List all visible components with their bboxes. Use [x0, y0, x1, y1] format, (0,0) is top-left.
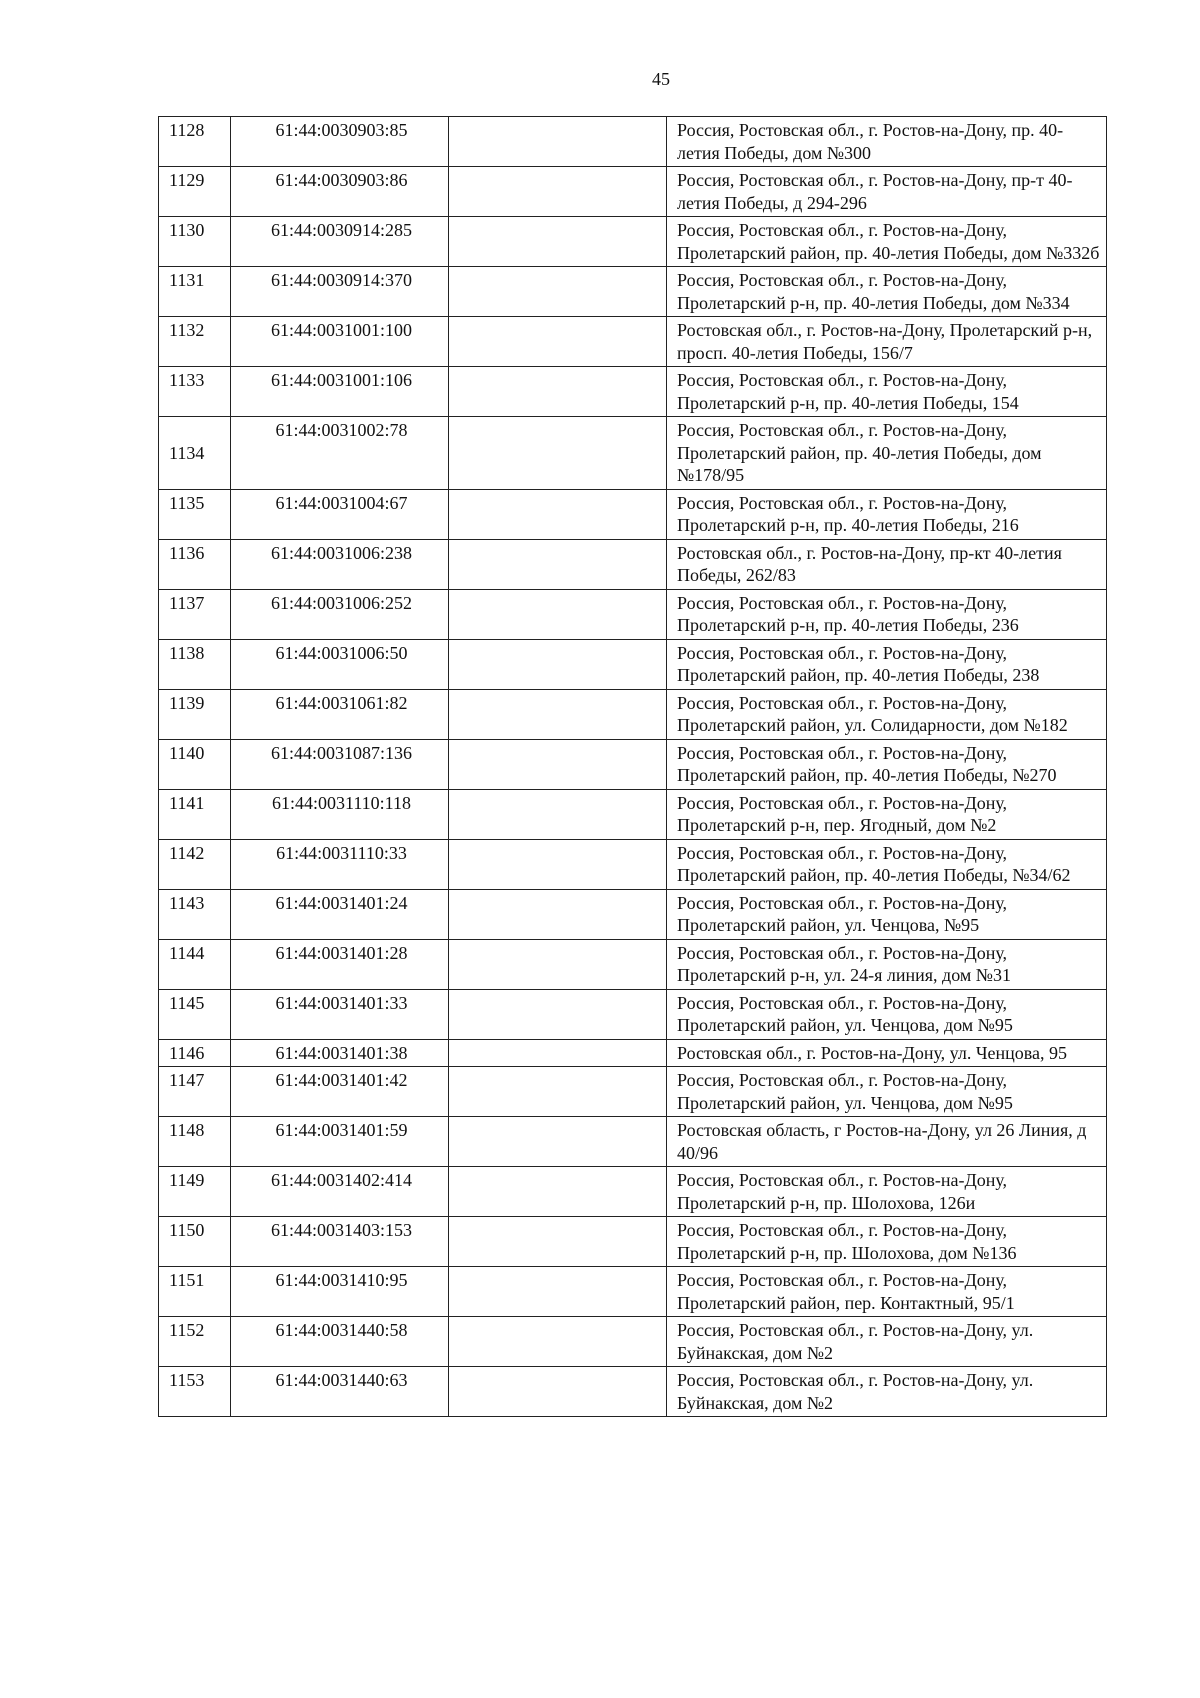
empty-cell: [449, 317, 667, 367]
address: Россия, Ростовская обл., г. Ростов-на-Дону, пр. 40-летия Победы, дом №300: [667, 117, 1107, 167]
cadastral-number: 61:44:0031401:28: [231, 939, 449, 989]
row-number: 1145: [159, 989, 231, 1039]
table-row: [159, 839, 1107, 889]
address: Ростовская обл., г. Ростов-на-Дону, ул. Ченцова, 95: [667, 1039, 1107, 1067]
row-number: 1140: [159, 739, 231, 789]
cadastral-number: 61:44:0031401:59: [231, 1117, 449, 1167]
page-number: 45: [652, 69, 670, 89]
empty-cell: [449, 839, 667, 889]
table-row: [159, 317, 1107, 367]
address: Россия, Ростовская обл., г. Ростов-на-Дону, Пролетарский р-н, пер. Ягодный, дом №2: [667, 789, 1107, 839]
address: Россия, Ростовская обл., г. Ростов-на-Дону, пр-т 40-летия Победы, д 294-296: [667, 167, 1107, 217]
row-number: 1143: [159, 889, 231, 939]
table-row: [159, 539, 1107, 589]
cadastral-number: 61:44:0031403:153: [231, 1217, 449, 1267]
row-number: 1152: [159, 1317, 231, 1367]
table-row: [159, 417, 1107, 490]
row-number: 1138: [159, 639, 231, 689]
row-number: 1147: [159, 1067, 231, 1117]
table-row: [159, 1067, 1107, 1117]
empty-cell: [449, 739, 667, 789]
address: Россия, Ростовская обл., г. Ростов-на-Дону, Пролетарский район, ул. Ченцова, дом №95: [667, 1067, 1107, 1117]
address: Россия, Ростовская обл., г. Ростов-на-Дону, Пролетарский р-н, ул. 24-я линия, дом №31: [667, 939, 1107, 989]
table-row: [159, 989, 1107, 1039]
row-number: 1142: [159, 839, 231, 889]
cadastral-number: 61:44:0030903:85: [231, 117, 449, 167]
table-row: [159, 1267, 1107, 1317]
cadastral-number: 61:44:0031410:95: [231, 1267, 449, 1317]
table-row: [159, 789, 1107, 839]
empty-cell: [449, 589, 667, 639]
table-row: [159, 939, 1107, 989]
empty-cell: [449, 639, 667, 689]
cadastral-number: 61:44:0031110:33: [231, 839, 449, 889]
empty-cell: [449, 689, 667, 739]
address: Россия, Ростовская обл., г. Ростов-на-Дону, Пролетарский р-н, пр. 40-летия Победы, 236: [667, 589, 1107, 639]
row-number: 1151: [159, 1267, 231, 1317]
empty-cell: [449, 1367, 667, 1417]
address: Россия, Ростовская обл., г. Ростов-на-Дону, Пролетарский р-н, пр. 40-летия Победы, 216: [667, 489, 1107, 539]
table-row: [159, 1217, 1107, 1267]
cadastral-number: 61:44:0031061:82: [231, 689, 449, 739]
registry-table: [158, 116, 1107, 1417]
empty-cell: [449, 267, 667, 317]
table-row: [159, 589, 1107, 639]
row-number: 1136: [159, 539, 231, 589]
address: Россия, Ростовская обл., г. Ростов-на-Дону, ул. Буйнакская, дом №2: [667, 1367, 1107, 1417]
table-row: [159, 267, 1107, 317]
empty-cell: [449, 1317, 667, 1367]
empty-cell: [449, 1217, 667, 1267]
cadastral-number: 61:44:0031004:67: [231, 489, 449, 539]
table-row: [159, 1367, 1107, 1417]
address: Россия, Ростовская обл., г. Ростов-на-Дону, Пролетарский район, ул. Солидарности, дом №182: [667, 689, 1107, 739]
table-row: [159, 167, 1107, 217]
empty-cell: [449, 939, 667, 989]
table-row: [159, 1317, 1107, 1367]
cadastral-number: 61:44:0031006:238: [231, 539, 449, 589]
cadastral-number: 61:44:0030903:86: [231, 167, 449, 217]
cadastral-number: 61:44:0031006:50: [231, 639, 449, 689]
cadastral-number: 61:44:0031401:24: [231, 889, 449, 939]
address: Россия, Ростовская обл., г. Ростов-на-Дону, Пролетарский р-н, пр. Шолохова, дом №136: [667, 1217, 1107, 1267]
cadastral-number: 61:44:0031401:33: [231, 989, 449, 1039]
table-row: [159, 117, 1107, 167]
row-number: 1141: [159, 789, 231, 839]
registry-table-body: [159, 117, 1107, 1417]
row-number: 1130: [159, 217, 231, 267]
cadastral-number: 61:44:0031001:100: [231, 317, 449, 367]
empty-cell: [449, 1067, 667, 1117]
row-number: 1146: [159, 1039, 231, 1067]
cadastral-number: 61:44:0030914:370: [231, 267, 449, 317]
row-number: 1149: [159, 1167, 231, 1217]
address: Россия, Ростовская обл., г. Ростов-на-Дону, Пролетарский район, пр. 40-летия Победы, №270: [667, 739, 1107, 789]
table-row: [159, 889, 1107, 939]
empty-cell: [449, 489, 667, 539]
table-row: [159, 1117, 1107, 1167]
row-number: 1129: [159, 167, 231, 217]
cadastral-number: 61:44:0031006:252: [231, 589, 449, 639]
row-number: 1131: [159, 267, 231, 317]
table-row: [159, 367, 1107, 417]
table-row: [159, 739, 1107, 789]
empty-cell: [449, 1267, 667, 1317]
row-number: 1134: [159, 417, 231, 490]
empty-cell: [449, 889, 667, 939]
empty-cell: [449, 1117, 667, 1167]
empty-cell: [449, 989, 667, 1039]
empty-cell: [449, 217, 667, 267]
row-number: 1137: [159, 589, 231, 639]
cadastral-number: 61:44:0031087:136: [231, 739, 449, 789]
table-row: [159, 689, 1107, 739]
cadastral-number: 61:44:0031440:63: [231, 1367, 449, 1417]
cadastral-number: 61:44:0031401:42: [231, 1067, 449, 1117]
empty-cell: [449, 367, 667, 417]
row-number: 1132: [159, 317, 231, 367]
cadastral-number: 61:44:0031110:118: [231, 789, 449, 839]
empty-cell: [449, 789, 667, 839]
address: Ростовская область, г Ростов-на-Дону, ул 26 Линия, д 40/96: [667, 1117, 1107, 1167]
address: Россия, Ростовская обл., г. Ростов-на-Дону, Пролетарский район, ул. Ченцова, дом №95: [667, 989, 1107, 1039]
address: Ростовская обл., г. Ростов-на-Дону, Пролетарский р-н, просп. 40-летия Победы, 156/7: [667, 317, 1107, 367]
address: Россия, Ростовская обл., г. Ростов-на-Дону, ул. Буйнакская, дом №2: [667, 1317, 1107, 1367]
empty-cell: [449, 117, 667, 167]
address: Россия, Ростовская обл., г. Ростов-на-Дону, Пролетарский р-н, пр. Шолохова, 126и: [667, 1167, 1107, 1217]
table-row: [159, 639, 1107, 689]
cadastral-number: 61:44:0031002:78: [231, 417, 449, 490]
cadastral-number: 61:44:0030914:285: [231, 217, 449, 267]
empty-cell: [449, 1167, 667, 1217]
empty-cell: [449, 1039, 667, 1067]
address: Россия, Ростовская обл., г. Ростов-на-Дону, Пролетарский район, пр. 40-летия Победы, №34/62: [667, 839, 1107, 889]
table-row: [159, 1167, 1107, 1217]
row-number: 1139: [159, 689, 231, 739]
row-number: 1144: [159, 939, 231, 989]
table-row: [159, 217, 1107, 267]
cadastral-number: 61:44:0031440:58: [231, 1317, 449, 1367]
row-number: 1153: [159, 1367, 231, 1417]
address: Россия, Ростовская обл., г. Ростов-на-Дону, Пролетарский р-н, пр. 40-летия Победы, 154: [667, 367, 1107, 417]
table-row: [159, 489, 1107, 539]
cadastral-number: 61:44:0031402:414: [231, 1167, 449, 1217]
row-number: 1128: [159, 117, 231, 167]
cadastral-number: 61:44:0031401:38: [231, 1039, 449, 1067]
row-number: 1135: [159, 489, 231, 539]
row-number: 1133: [159, 367, 231, 417]
empty-cell: [449, 539, 667, 589]
empty-cell: [449, 417, 667, 490]
address: Россия, Ростовская обл., г. Ростов-на-Дону, Пролетарский р-н, пр. 40-летия Победы, дом №334: [667, 267, 1107, 317]
address: Россия, Ростовская обл., г. Ростов-на-Дону, Пролетарский район, пр. 40-летия Победы, дом №332б: [667, 217, 1107, 267]
row-number: 1148: [159, 1117, 231, 1167]
address: Ростовская обл., г. Ростов-на-Дону, пр-кт 40-летия Победы, 262/83: [667, 539, 1107, 589]
cadastral-number: 61:44:0031001:106: [231, 367, 449, 417]
table-row: [159, 1039, 1107, 1067]
address: Россия, Ростовская обл., г. Ростов-на-Дону, Пролетарский район, пр. 40-летия Победы, 238: [667, 639, 1107, 689]
empty-cell: [449, 167, 667, 217]
address: Россия, Ростовская обл., г. Ростов-на-Дону, Пролетарский район, пр. 40-летия Победы, дом №178/95: [667, 417, 1107, 490]
address: Россия, Ростовская обл., г. Ростов-на-Дону, Пролетарский район, пер. Контактный, 95/1: [667, 1267, 1107, 1317]
address: Россия, Ростовская обл., г. Ростов-на-Дону, Пролетарский район, ул. Ченцова, №95: [667, 889, 1107, 939]
row-number: 1150: [159, 1217, 231, 1267]
